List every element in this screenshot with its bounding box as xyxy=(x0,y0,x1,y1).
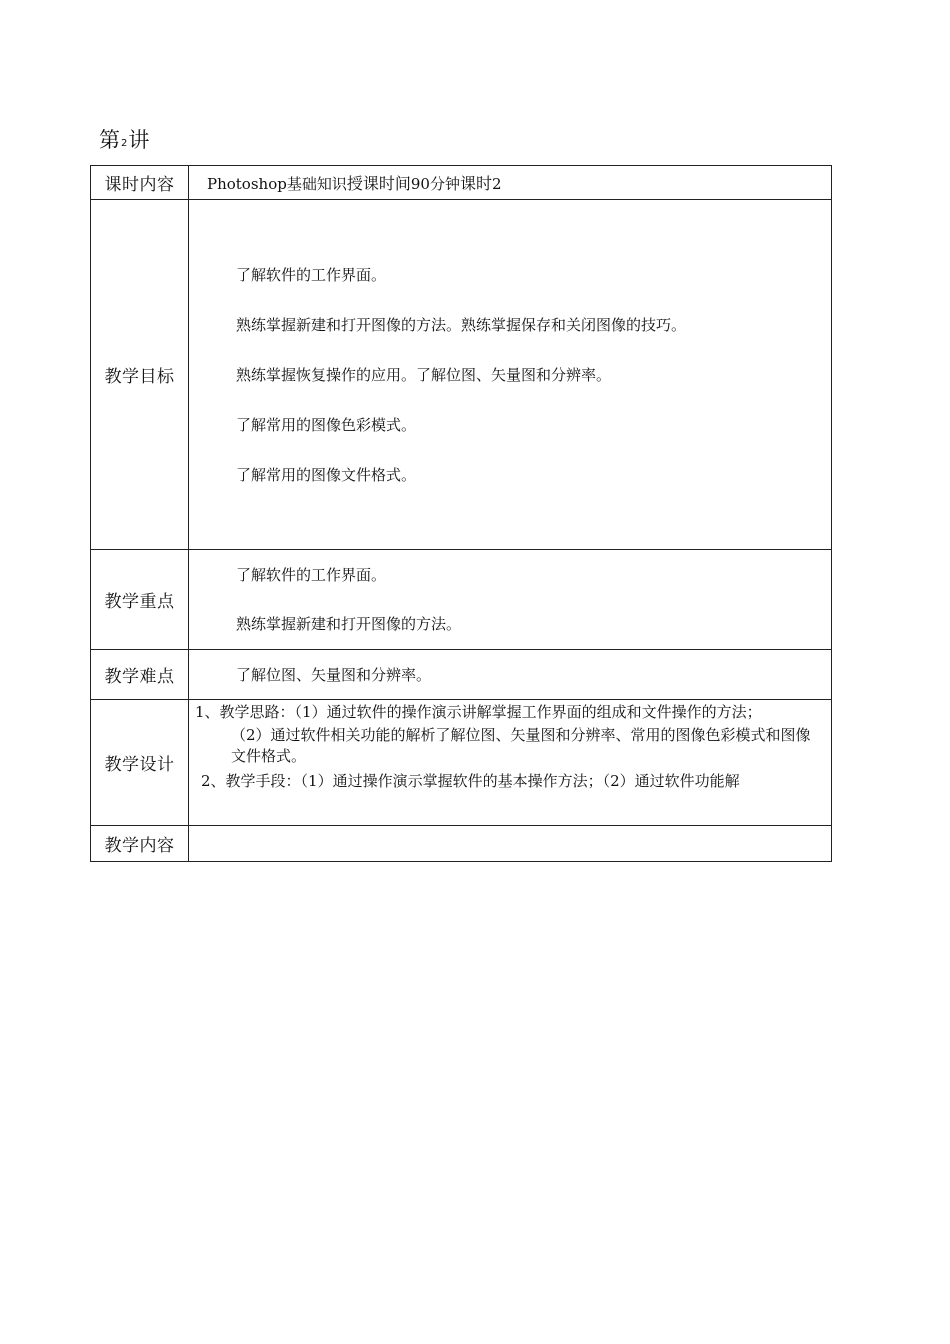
difficulties-label: 教学难点 xyxy=(91,650,189,700)
design-content xyxy=(189,700,832,826)
difficulties-content xyxy=(189,650,832,700)
lecture-number: 2 xyxy=(121,138,128,149)
difficulty-item: 了解位图、矢量图和分辨率。 xyxy=(236,665,432,684)
content-label: 教学内容 xyxy=(91,826,189,862)
goals-row xyxy=(91,200,832,550)
design-label: 教学设计 xyxy=(91,700,189,826)
info-row-content xyxy=(189,166,832,200)
goals-content xyxy=(189,200,832,550)
key-point-item: 了解软件的工作界面。 xyxy=(236,566,387,584)
key-point-item: 熟练掌握新建和打开图像的方法。 xyxy=(236,615,462,633)
goal-item: 熟练掌握新建和打开图像的方法。熟练掌握保存和关闭图像的技巧。 xyxy=(236,315,687,334)
lecture-heading-suffix: 讲 xyxy=(128,128,150,152)
info-row xyxy=(91,166,832,200)
info-line xyxy=(189,171,831,194)
goal-item: 了解常用的图像色彩模式。 xyxy=(236,415,417,434)
lecture-heading-prefix: 第 xyxy=(99,128,120,152)
design-row xyxy=(91,700,832,826)
design-line-1: 1、教学思路：（1）通过软件的操作演示讲解掌握工作界面的组成和文件操作的方法； xyxy=(195,703,762,721)
goal-item: 熟练掌握恢复操作的应用。了解位图、矢量图和分辨率。 xyxy=(236,365,612,384)
hours-value: 2 xyxy=(491,175,502,193)
goals-label: 教学目标 xyxy=(91,200,189,550)
design-text xyxy=(189,700,831,825)
time-label: 授课时间 xyxy=(346,174,411,193)
goal-item: 了解软件的工作界面。 xyxy=(236,265,387,284)
content-row xyxy=(91,826,832,862)
design-line-2: （2）通过软件相关功能的解析了解位图、矢量图和分辨率、常用的图像色彩模式和图像文件格式。 xyxy=(231,726,811,765)
difficulties-row xyxy=(91,650,832,700)
info-row-label: 课时内容 xyxy=(91,166,189,200)
design-line-3: 2、教学手段：（1）通过操作演示掌握软件的基本操作方法；（2）通过软件功能解 xyxy=(201,772,740,790)
key-points-row xyxy=(91,550,832,650)
time-value: 90分钟 xyxy=(410,175,460,193)
goal-item: 了解常用的图像文件格式。 xyxy=(236,465,417,484)
course-title: Photoshop基础知识 xyxy=(207,175,347,193)
key-points-label: 教学重点 xyxy=(91,550,189,650)
lesson-plan-table xyxy=(90,165,832,862)
lecture-heading xyxy=(99,126,149,158)
key-points-content xyxy=(189,550,832,650)
hours-label: 课时 xyxy=(459,174,492,193)
content-body xyxy=(189,826,832,862)
